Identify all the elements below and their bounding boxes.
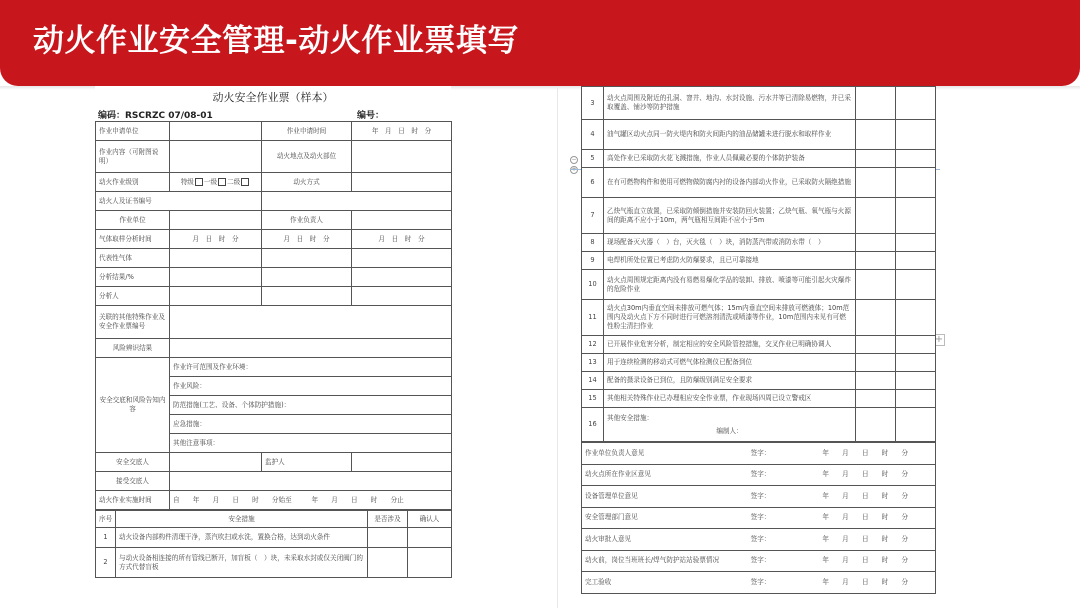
checkbox[interactable] xyxy=(241,178,249,186)
cell-value xyxy=(856,150,896,168)
compiler-note: 编制人： xyxy=(716,426,743,435)
cell-time: 月 日 时 分 xyxy=(170,230,262,249)
cell-value xyxy=(856,120,896,150)
measure-text xyxy=(604,87,856,120)
opinion-label: 设备管理单位意见 xyxy=(582,486,726,508)
level-two: 二级 xyxy=(227,177,241,186)
cell-value xyxy=(856,252,896,270)
opinion-label: 安全管理部门意见 xyxy=(582,507,726,529)
cell-value xyxy=(262,249,352,268)
cell-label: 动火作业级别 xyxy=(96,173,170,192)
opinion-sign: 签字： xyxy=(726,486,796,508)
cell-value xyxy=(896,120,936,150)
cell-value xyxy=(896,87,936,120)
cell-value xyxy=(352,249,452,268)
cell-value xyxy=(896,336,936,354)
measure-text-content: 电焊机所处位置已考虑防火防爆要求，且已可靠接地 xyxy=(607,256,759,264)
opinion-date: 年 月 日 时 分 xyxy=(796,443,936,465)
cell-value xyxy=(896,372,936,390)
opinion-label: 作业单位负责人意见 xyxy=(582,443,726,465)
cell-value xyxy=(170,141,262,173)
measure-text-content: 用于连续检测的移动式可燃气体检测仪已配备到位 xyxy=(607,358,753,366)
cell-value xyxy=(896,168,936,198)
opinion-sign: 签字： xyxy=(726,529,796,551)
cell-value xyxy=(170,339,452,358)
cell-value xyxy=(896,150,936,168)
opinion-date: 年 月 日 时 分 xyxy=(796,572,936,594)
level-checkboxes xyxy=(170,173,262,192)
measure-no: 4 xyxy=(582,120,604,150)
cell-label: 分析结果/% xyxy=(96,268,170,287)
measure-no: 16 xyxy=(582,408,604,442)
cell-value xyxy=(368,528,408,548)
measure-no: 6 xyxy=(582,168,604,198)
disclosure-item: 防范措施(工艺、设备、个体防护措施)： xyxy=(170,396,452,415)
measure-row xyxy=(582,390,936,408)
cell-value xyxy=(352,453,452,472)
title-banner xyxy=(0,0,1080,86)
cell-value xyxy=(856,198,896,234)
cell-value: 年 月 日 时 分 xyxy=(352,122,452,141)
opinion-date: 年 月 日 时 分 xyxy=(796,529,936,551)
cell-value xyxy=(170,453,262,472)
opinion-date: 年 月 日 时 分 xyxy=(796,486,936,508)
measure-text-content: 其他安全措施： xyxy=(607,413,654,422)
measure-no: 14 xyxy=(582,372,604,390)
measure-row xyxy=(582,150,936,168)
measure-row xyxy=(582,408,936,442)
measure-row xyxy=(582,354,936,372)
measure-no: 3 xyxy=(582,87,604,120)
cell-label: 动火地点及动火部位 xyxy=(262,141,352,173)
measure-row xyxy=(582,252,936,270)
cell-value xyxy=(896,408,936,442)
form-title: 动火安全作业票（样本） xyxy=(212,91,334,104)
form-code: 编码：RSCRZC 07/08-01 xyxy=(98,111,213,121)
opinion-row xyxy=(582,529,936,551)
measure-text-content: 乙炔气瓶直立放置，已采取防倾倒措施并安装防回火装置；乙炔气瓶、氧气瓶与火源间的距离不应小于10m，两气瓶相互间距不应小于5m xyxy=(607,206,851,224)
measure-text xyxy=(604,234,856,252)
measure-no: 13 xyxy=(582,354,604,372)
permit-form-page-2 xyxy=(581,86,935,593)
cell-label: 接受交底人 xyxy=(96,472,170,491)
cell-value xyxy=(856,354,896,372)
cell-value xyxy=(352,287,452,306)
checkbox[interactable] xyxy=(195,178,203,186)
cell-value xyxy=(856,234,896,252)
cell-value xyxy=(896,390,936,408)
measure-no: 11 xyxy=(582,300,604,336)
measure-row xyxy=(582,168,936,198)
opinion-row xyxy=(582,507,936,529)
cell-value xyxy=(170,287,262,306)
disclosure-item: 其他注意事项： xyxy=(170,434,452,453)
cell-value xyxy=(896,252,936,270)
opinion-date: 年 月 日 时 分 xyxy=(796,550,936,572)
permit-table-1 xyxy=(95,121,452,510)
cell-value xyxy=(170,472,452,491)
cell-label: 关联的其他特殊作业及安全作业票编号 xyxy=(96,306,170,339)
slide-title: 动火作业安全管理-动火作业票填写 xyxy=(33,23,519,59)
permit-form-page-1 xyxy=(95,86,451,608)
cell-value xyxy=(856,270,896,300)
disclosure-item: 作业许可范围及作业环境： xyxy=(170,358,452,377)
measure-text-content: 已开展作业危害分析，制定相应的安全风险管控措施，交叉作业已明确协调人 xyxy=(607,340,832,348)
opinion-row xyxy=(582,550,936,572)
measure-text-content: 油气罐区动火点同一防火堤内和防火间距内的油品储罐未进行脱水和取样作业 xyxy=(607,130,832,138)
row-handles xyxy=(570,156,579,176)
cell-value xyxy=(170,306,452,339)
opinion-sign: 签字： xyxy=(726,550,796,572)
measure-no: 12 xyxy=(582,336,604,354)
opinion-sign: 签字： xyxy=(726,572,796,594)
cell-label: 气体取样分析时间 xyxy=(96,230,170,249)
header-confirm: 确认人 xyxy=(408,511,452,528)
cell-label: 监护人 xyxy=(262,453,352,472)
measure-text xyxy=(604,300,856,336)
cell-value xyxy=(408,528,452,548)
cell-label: 作业单位 xyxy=(96,211,170,230)
cell-time: 月 日 时 分 xyxy=(262,230,352,249)
cell-value xyxy=(856,87,896,120)
cell-value xyxy=(352,173,452,192)
cell-value xyxy=(896,234,936,252)
measure-text-content: 动火点周围及附近的孔洞、窨井、地沟、水封设施、污水井等已清除易燃物，并已采取覆盖、铺沙等防护措施 xyxy=(607,94,851,111)
cell-value: 自 年 月 日 时 分始至 年 月 日 时 分止 xyxy=(170,491,452,510)
measure-row xyxy=(582,87,936,120)
disclosure-item: 应急措施： xyxy=(170,415,452,434)
opinion-label: 动火点所在作业区意见 xyxy=(582,464,726,486)
cell-value xyxy=(170,249,262,268)
measure-text: 动火设备内部构件清理干净，蒸汽吹扫或水洗，置换合格，达到动火条件 xyxy=(116,528,368,548)
measure-text xyxy=(604,408,856,442)
cell-value xyxy=(352,141,452,173)
add-column-icon[interactable]: + xyxy=(934,334,944,345)
measure-text-content: 在有可燃物构件和使用可燃物做防腐内衬的设备内部动火作业，已采取防火隔绝措施 xyxy=(607,178,851,186)
opinion-label: 动火前，岗位当班班长/焊气防护站站验票情况 xyxy=(582,550,726,572)
cell-time: 月 日 时 分 xyxy=(352,230,452,249)
measure-row xyxy=(582,234,936,252)
measure-no: 8 xyxy=(582,234,604,252)
cell-value xyxy=(896,270,936,300)
measure-text-content: 其他相关特殊作业已办理相应安全作业票，作业现场四周已设立警戒区 xyxy=(607,394,812,402)
measure-text xyxy=(604,252,856,270)
level-one: 一级 xyxy=(203,177,218,186)
measure-row xyxy=(582,270,936,300)
opinions-table xyxy=(581,442,936,594)
measure-row xyxy=(582,120,936,150)
measure-no: 2 xyxy=(96,548,116,578)
checkbox[interactable] xyxy=(218,178,226,186)
opinion-row xyxy=(582,486,936,508)
measure-no: 5 xyxy=(582,150,604,168)
cell-value xyxy=(896,300,936,336)
measure-no: 15 xyxy=(582,390,604,408)
opinion-label: 完工验收 xyxy=(582,572,726,594)
measure-no: 1 xyxy=(96,528,116,548)
opinion-row xyxy=(582,572,936,594)
collapse-icon[interactable]: − xyxy=(571,156,577,163)
cell-label: 代表性气体 xyxy=(96,249,170,268)
cell-value xyxy=(408,548,452,578)
cell-value xyxy=(368,548,408,578)
cell-value xyxy=(856,408,896,442)
measure-row xyxy=(582,198,936,234)
cell-label: 安全交底和风险告知内容 xyxy=(96,358,170,453)
measure-row xyxy=(582,300,936,336)
cell-label: 风险辨识结果 xyxy=(96,339,170,358)
measure-text-content: 现场配备灭火器（ ）台，灭火毯（ ）块，消防蒸汽带或消防水带（ ） xyxy=(607,238,825,246)
measure-text: 与动火设备相连接的所有管线已断开，加盲板（ ）块，未采取水封或仅关闭阀门的方式代替盲板 xyxy=(116,548,368,578)
measure-text xyxy=(604,270,856,300)
cell-value xyxy=(262,268,352,287)
cell-value xyxy=(896,198,936,234)
page-edge xyxy=(557,88,558,608)
measure-text xyxy=(604,120,856,150)
cell-value xyxy=(856,390,896,408)
cell-value xyxy=(262,287,352,306)
cell-label: 动火人及证书编号 xyxy=(96,192,262,211)
measure-text-content: 配备的摄录设备已到位，且防爆级别满足安全要求 xyxy=(607,376,753,384)
cell-value xyxy=(262,192,452,211)
level-special: 特级 xyxy=(180,177,194,186)
header-involved: 是否涉及 xyxy=(368,511,408,528)
measure-text xyxy=(604,390,856,408)
measure-text xyxy=(604,168,856,198)
opinion-row xyxy=(582,443,936,465)
measure-text xyxy=(604,150,856,168)
cell-value xyxy=(896,354,936,372)
measure-text-content: 动火点30m内垂直空间未排放可燃气体；15m内垂直空间未排放可燃液体；10m范围内及动火点下方不同时进行可燃溶剂清洗或喷漆等作业，10m范围内未见有可燃性粉尘清扫作业 xyxy=(607,304,850,330)
opinion-row xyxy=(582,464,936,486)
cell-value xyxy=(170,268,262,287)
form-number-label: 编号： xyxy=(357,111,385,121)
measure-text xyxy=(604,336,856,354)
cell-label: 作业申请时间 xyxy=(262,122,352,141)
cell-value xyxy=(352,268,452,287)
measure-row xyxy=(582,372,936,390)
disclosure-item: 作业风险： xyxy=(170,377,452,396)
move-handle-icon[interactable] xyxy=(570,166,578,174)
header-no: 序号 xyxy=(96,511,116,528)
opinion-sign: 签字： xyxy=(726,443,796,465)
cell-label: 分析人 xyxy=(96,287,170,306)
opinion-date: 年 月 日 时 分 xyxy=(796,507,936,529)
measure-text-content: 高处作业已采取防火花飞溅措施，作业人员佩戴必要的个体防护装备 xyxy=(607,154,805,162)
cell-label: 动火作业实施时间 xyxy=(96,491,170,510)
cell-label: 动火方式 xyxy=(262,173,352,192)
form-meta xyxy=(95,107,451,121)
measures-table-2 xyxy=(581,86,936,442)
cell-value xyxy=(856,372,896,390)
measure-text-content: 动火点周围规定距离内没有易燃易爆化学品的装卸、排放、喷漆等可能引起火灾爆炸的危险作业 xyxy=(607,275,851,293)
measure-row xyxy=(582,336,936,354)
opinion-sign: 签字： xyxy=(726,464,796,486)
opinion-label: 动火审批人意见 xyxy=(582,529,726,551)
opinion-date: 年 月 日 时 分 xyxy=(796,464,936,486)
cell-value xyxy=(856,336,896,354)
measure-text xyxy=(604,354,856,372)
header-measure: 安全措施 xyxy=(116,511,368,528)
measure-no: 7 xyxy=(582,198,604,234)
cell-value xyxy=(856,168,896,198)
cell-value xyxy=(352,211,452,230)
measure-no: 10 xyxy=(582,270,604,300)
cell-label: 作业内容（可附图说明） xyxy=(96,141,170,173)
measure-text xyxy=(604,198,856,234)
cell-label: 作业申请单位 xyxy=(96,122,170,141)
cell-value xyxy=(170,122,262,141)
cell-label: 作业负责人 xyxy=(262,211,352,230)
measure-text xyxy=(604,372,856,390)
opinion-sign: 签字： xyxy=(726,507,796,529)
measure-no: 9 xyxy=(582,252,604,270)
measures-table-1 xyxy=(95,510,452,578)
cell-value xyxy=(856,300,896,336)
cell-label: 安全交底人 xyxy=(96,453,170,472)
cell-value xyxy=(170,211,262,230)
